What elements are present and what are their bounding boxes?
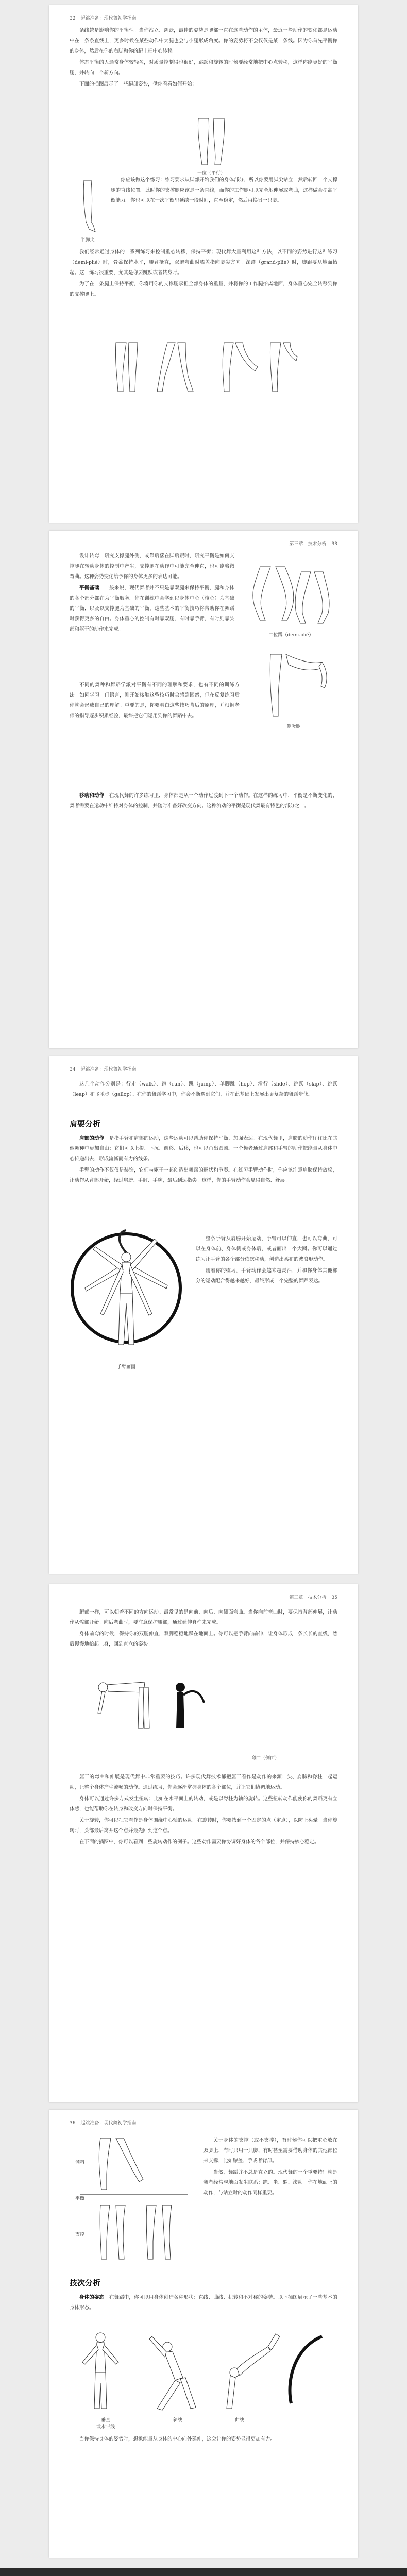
book-page-36: [49, 2110, 358, 2558]
running-header: 32 起跳准备：现代舞初学指南: [70, 16, 137, 21]
paragraph-block: 整条手臂从肩膀开始运动，手臂可以伸直，也可以弯曲，可以在身体前、身体侧或身体后，或者画出一个大圆。你可以通过练习让手臂的各个部分依次移动，创造出柔和的波浪形动作。 随着你的练习，手臂动作会越来越灵活，并和你身体其他部分的运动配合得越来越好，最终形成一个完整的舞蹈表达。: [196, 1236, 337, 1284]
figure-caption: 斜线: [173, 2418, 182, 2423]
label-tilt: 倾斜: [75, 2160, 84, 2165]
figure-plie-legs: [245, 562, 337, 629]
paragraph-block: 身体的姿态 在舞蹈中，你可以用身体创造各种形状：直线、曲线、扭转和不对称的姿势。以下插图展示了一些基本的身体形态。: [70, 2295, 337, 2311]
running-header: 34 起跳准备：现代舞初学指南: [70, 1067, 137, 1072]
book-page-34: [49, 1056, 358, 1574]
figure-caption: 曲线: [234, 2418, 244, 2423]
figure-caption: 半脚尖: [80, 238, 95, 243]
paragraph-block: 躯干的弯曲和伸展是现代舞中非常重要的技巧。许多现代舞技术都把躯干看作是动作的来源：头、肩膀和脊柱一起运动，让整个身体产生流畅的动作。通过练习，你会逐渐掌握身体的各个部位，并让它们协调地运动。 身体可以通过许多方式发生扭转：比如在水平面上的转动，或是以脊柱为轴的旋转。这些扭转动作能使你的舞蹈更有立体感，也能帮助你在转身和改变方向时保持平衡。 关于旋转，你可以把它看作是身体围绕中心轴的运动。在旋转时，你要找到一个固定的点（定点），以防止头晕。当你旋转时，头部最后离开这个点并最先回到这个点。 在下面的插图中，你可以看到一些旋转动作的例子。这些动作需要你协调好身体的各个部位，并保持核心稳定。: [70, 1774, 337, 1845]
paragraph-block: 你应该做这个练习：练习要求从脚部开始我们的身体部分，所以你要用脚尖站立，然后转回一个支撑腿的直线位置。此时你的支撑腿应该是一条直线，而你的工作腿可以完全地伸展或弯曲，这样做会提高平衡能力。你也可以在一次平衡里延续一段时间，直至稳定，然后再换另一只脚。: [111, 177, 337, 204]
section-heading: 技次分析: [70, 2278, 101, 2287]
figure-caption: 弯曲（侧面）: [251, 1756, 279, 1761]
figure-caption: 一位（平行）: [197, 171, 225, 176]
figure-caption: 手臂画圆: [116, 1365, 135, 1370]
footer-bar: [0, 2568, 407, 2576]
running-header: 第三章 技术分析 33: [289, 541, 337, 547]
paragraph-block: 关于身体的支撑（或不支撑），有时候你可以把重心放在双脚上，有时只用一只脚，有时甚至需要借助身体的其他部位来支撑，比如膝盖、手或者背部。 当然，舞蹈并不总是直立的。现代舞的一个重要特征就是舞者经常与地面发生联系：跪、坐、躺、滚动。你在地面上的动作，与站立时的动作同样重要。: [204, 2138, 337, 2196]
paragraph-block: 不同的舞种和舞蹈学派对平衡有不同的理解和要求，也有不同的训练方法。如同学习一门语言，刚开始接触这些技巧时会感到困惑，但在反复练习后你就会形成自己的理解。重要的是，你要明白这些技巧背后的原理，并根据老师的指导逐步积累经验，最终把它们运用到你的舞蹈中去。: [70, 682, 240, 719]
running-header: 36 起跳准备：现代舞初学指南: [70, 2121, 137, 2126]
figure-caption: 侧吸腿: [286, 724, 301, 730]
running-header: 第三章 技术分析 35: [289, 1595, 337, 1600]
label-support: 支撑: [75, 2232, 84, 2238]
figure-body-shapes: [80, 2326, 327, 2414]
figure-caption: 垂直 或水平线: [96, 2418, 115, 2430]
book-page-35: [49, 1584, 358, 2102]
paragraph-block: 条线越是影响你的平衡性。当你站立、跳跃，最佳的姿势是腿部一直在这些动作的主体，最近一些动作的变化都是运动中在一条条直线上，更多时候在某些动作中大腿也会与小腿形成角度。你的姿势将不会仅仅是某一条线。因为你首先平衡你的身体，然后在你的右脚和你的腿上把中心转移。 体态平衡的人通常身体较轻盈，对质量控制得也很好，跳跃和旋转的时候要经常地把中心点转移，这样你能更好的平衡腿，并转向一个新方向。 下面的插图展示了一些腿部姿势，供你看看如何开始：: [70, 28, 337, 87]
figure-caption: 二位蹲（demi-plié）: [268, 633, 314, 638]
label-level: 平衡: [75, 2196, 84, 2201]
figure-demi-pointe: [75, 178, 100, 234]
paragraph-block: 腿部一样，可以朝着不同的方向运动。最常见的是向前、向后、向侧面弯曲。当你向前弯曲时，要保持背部伸展，让动作从髋部开始。向后弯曲时，要注意保护腰部，通过延伸脊柱来完成。 身体前弯的时候，保持你的双腿伸直，双脚稳稳地踩在地面上。你可以把手臂向前伸，让身体形成一条长长的直线，然后慢慢地抬起上身，回到直立的姿势。: [70, 1609, 337, 1647]
figure-first-position: [183, 116, 240, 167]
book-page-33: [49, 531, 358, 1048]
paragraph-block: 肩部的动作 是指手臂和肩部的运动，这些运动可以帮助你保持平衡、加强表达。在现代舞里，肩膀的动作往往比在其他舞种中更加自由：它们可以上提、下沉、前移、后移，也可以画出圆圈。一个舞者通过肩部和手臂的动作把能量从身体中心传递出去，形成流畅而有力的线条。 手臂的动作不仅仅是装饰，它们与躯干一起创造出舞蹈的形状和节奏。在练习手臂动作时，你应该注意肩膀保持放松，让动作从背部开始，经过肩膀、手肘、手腕，最后到达指尖。这样，你的手臂动作会显得自然、舒展。: [70, 1136, 337, 1183]
figure-forward-bend: [88, 1672, 222, 1734]
book-page-32: [49, 5, 358, 523]
figure-leg-positions-row: [106, 340, 301, 397]
paragraph-block: 移动和动作 在现代舞的许多练习里，身体都是从一个动作过渡到下一个动作。在这样的练习中，平衡是不断变化的，舞者需要在运动中维持对身体的控制，并随时准备好改变方向。这种流动的平衡是现代舞最有特色的部分之一。: [70, 793, 337, 809]
section-heading: 肩要分析: [70, 1119, 101, 1128]
figure-arm-circle: [64, 1226, 188, 1360]
paragraph-block: 当你保持身体的姿势时，想象能量从身体的中心向外延伸，这会让你的姿势显得更加有力。: [79, 2436, 276, 2442]
figure-attitude-legs: [250, 649, 337, 721]
paragraph-block: 我们经常通过身体的一系列练习来控制重心转移，保持平衡；现代舞大量利用这种方法，以不同的姿势进行这种练习（demi-plié）时，骨盆保持水平，腰背挺直，双腿弯曲时膝盖指向脚尖方向。深蹲（grand-plié）时，脚跟要从地面抬起。这一练习很重要，尤其是你要跳跃或者转身时。 为了在一条腿上保持平衡，你将用你的支撑腿承担全部身体的重量，并将你的工作腿抬离地面，身体重心完全转移到你的支撑腿上。: [70, 249, 337, 297]
paragraph-block: 这几个动作分别是：行走（walk）、跑（run）、跳（jump）、单脚跳（hop）、滑行（slide）、跳跃（skip）、跳跃（leap）和飞驰步（gallop）。在你的舞蹈学习中，你会不断遇到它们，并在此基础上发展出更复杂的舞蹈步伐。: [70, 1081, 337, 1097]
paragraph-block: 设计转弯，研究支撑腿外侧，或靠后落在脚后跟时，研究平衡是如何支撑腿在转动身体的控制中产生，支撑腿在动作中可能完全伸直，也可能略微弯曲。这种姿势变化给予你的身体更多的表达可能。 平衡基础 一般来说，现代舞者并不只是靠双腿来保持平衡，腿和身体的各个部分都在为平衡服务。你在训练中会学到以身体中心（核心）为基础的平衡，以及以支撑腿为基础的平衡，这些基本的平衡技巧将帮助你在舞蹈时获得更多的自由。身体重心的控制有时靠双腿、有时靠手臂，有时则靠头部和躯干的动作来完成。: [70, 553, 234, 632]
